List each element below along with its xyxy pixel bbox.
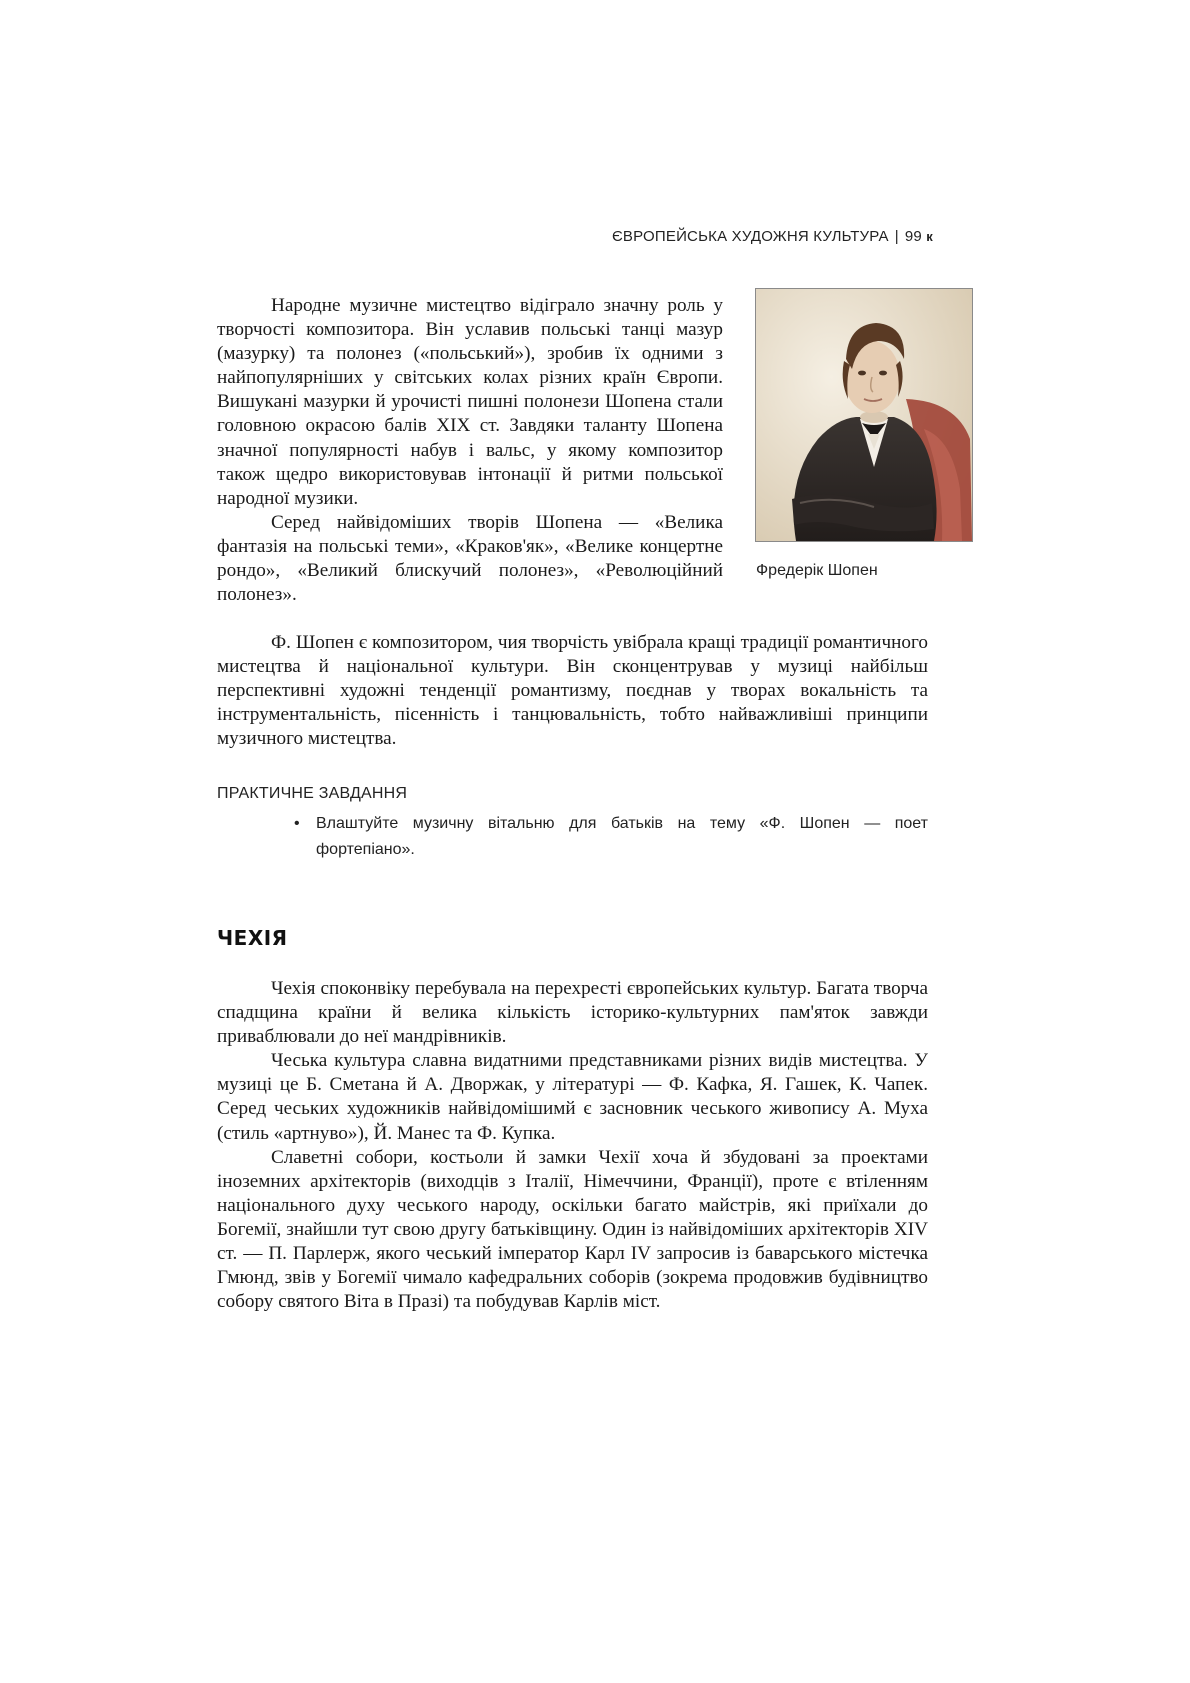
chopin-portrait	[755, 288, 973, 542]
practical-task-item	[294, 811, 928, 863]
section-heading-czech: ЧЕХІЯ	[217, 926, 288, 950]
bullet-icon: •	[294, 815, 300, 832]
portrait-illustration	[756, 289, 972, 541]
czech-paragraph-2: Чеська культура славна видатними представниками різних видів мистецтва. У музиці це Б. Сметана й А. Дворжак, у літературі — Ф. Кафка, Я. Гашек, К. Чапек. Серед чеських художників найвідомішимй є засновник чеського живопису А. Муха (стиль «артнуво»), Й. Манес та Ф. Купка.	[217, 1050, 928, 1144]
conclusion-paragraph: Ф. Шопен є композитором, чия творчість увібрала кращі традиції романтичного мистецтва й національної культури. Він сконцентрував у музиці найбільш перспективні художні тенденції романтизму, поєднав у творах вокальність та інструментальність, пісенність і танцювальність, тобто найважливіші принципи музичного мистецтва.	[217, 632, 928, 750]
czech-paragraph-3: Славетні собори, костьоли й замки Чехії хоча й збудовані за проектами іноземних архітекторів (виходців з Італії, Німеччини, Франції), проте є втіленням національного духу чеського народу, оскільки багато майстрів, які приїхали до Богемії, знайшли тут свою другу батьківщину. Один із найвідоміших архітекторів XIV ст. — П. Парлерж, якого чеський імператор Карл IV запросив із баварського містечка Гмюнд, звів у Богемії чимало кафедральних соборів (зокрема продовжив будівництво собору святого Віта в Празі) та побудував Карлів міст.	[217, 1146, 928, 1313]
practical-task-title: ПРАКТИЧНЕ ЗАВДАННЯ	[217, 785, 408, 802]
running-head-separator: |	[894, 228, 899, 245]
portrait-caption: Фредерік Шопен	[756, 562, 878, 579]
running-head-title: ЄВРОПЕЙСЬКА ХУДОЖНЯ КУЛЬТУРА	[611, 228, 889, 245]
running-head	[612, 228, 933, 245]
intro-paragraph-2: Серед найвідоміших творів Шопена — «Велика фантазія на польські теми», «Краков'як», «Велике концертне рондо», «Великий блискучий полонез», «Революційний полонез».	[217, 511, 723, 606]
czech-text	[217, 977, 928, 1314]
intro-paragraph-1: Народне музичне мистецтво відіграло значну роль у творчості композитора. Він уславив польські танці мазур (мазурку) та полонез («польський»), зробив їх одними з найпопулярніших у світських колах різних країн Європи. Вишукані мазурки й урочисті пишні полонези Шопена стали головною окрасою балів XIX ст. Завдяки таланту Шопена значної популярності набув і вальс, у якому композитор також щедро використовував інтонації й ритми польської народної музики.	[217, 295, 723, 509]
czech-paragraph-1: Чехія споконвіку перебувала на перехресті європейських культур. Багата творча спадщина країни й велика кількість історико-культурних пам'яток завжди приваблювали до неї мандрівників.	[217, 978, 928, 1048]
conclusion-text	[217, 631, 928, 751]
practical-task-text: Влаштуйте музичну вітальню для батьків на тему «Ф. Шопен — поет фортепіано».	[316, 815, 928, 858]
page-number: 99	[904, 228, 922, 245]
intro-text	[217, 294, 723, 607]
running-head-mark: к	[926, 229, 933, 244]
